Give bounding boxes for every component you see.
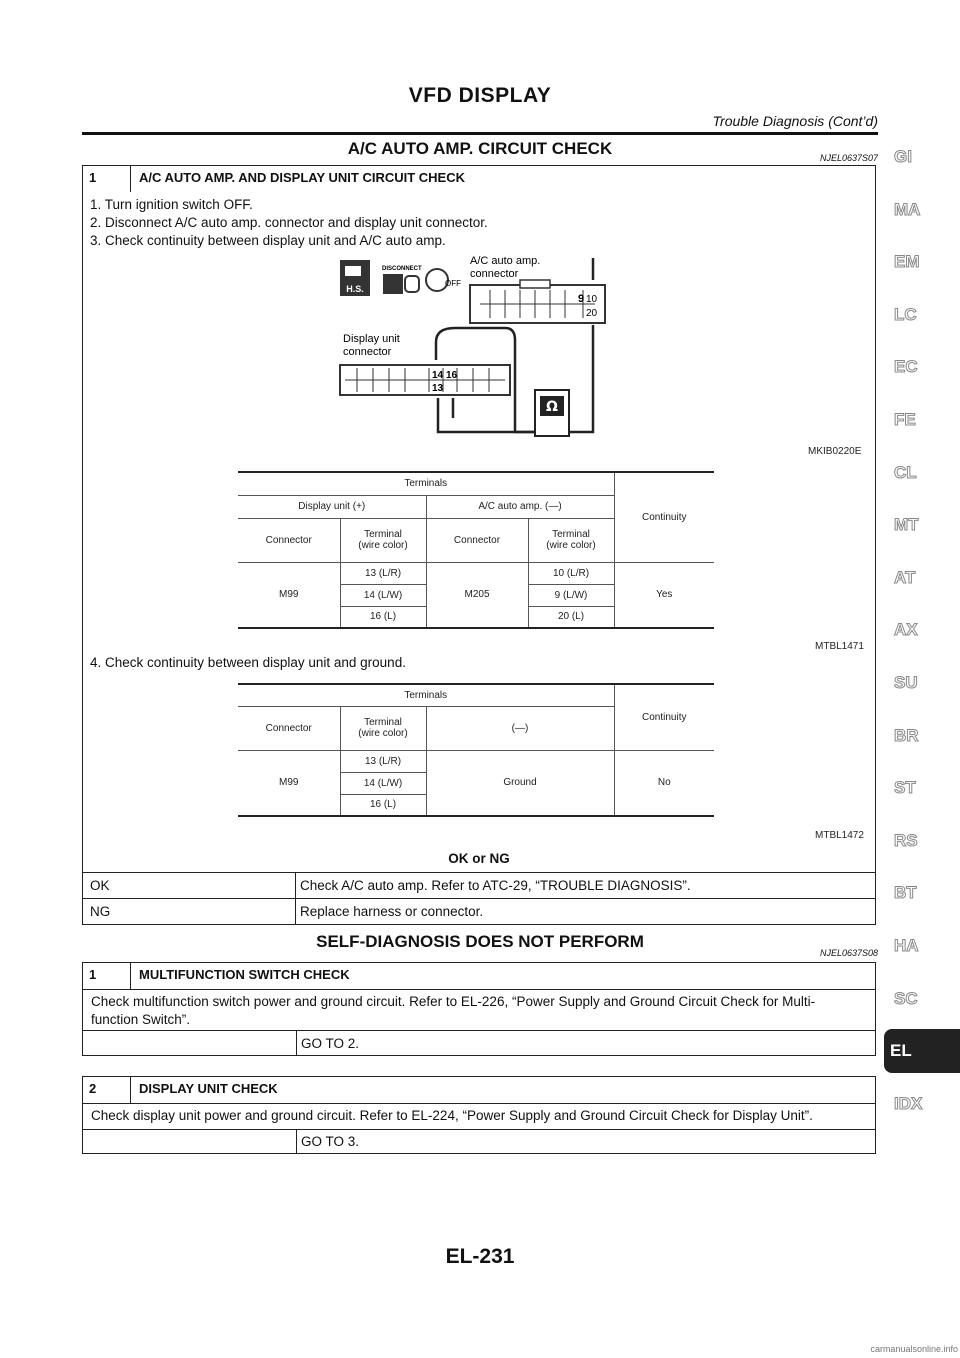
- result-key-ok: OK: [90, 878, 110, 893]
- table1-continuity: Continuity: [614, 472, 714, 562]
- step-box-multifunction: [82, 962, 876, 1056]
- page-title: VFD DISPLAY: [408, 84, 552, 107]
- ac-amp-connector: [470, 280, 605, 323]
- table1-connector-a: Connector: [238, 518, 340, 562]
- goto-text: GO TO 2.: [301, 1036, 360, 1051]
- watermark: carmanualsonline.info: [870, 1344, 958, 1354]
- section-title-ac-amp: A/C AUTO AMP. CIRCUIT CHECK: [347, 139, 613, 158]
- pin-16: 16: [446, 370, 458, 381]
- tab-ec[interactable]: EC: [894, 357, 918, 377]
- tab-bt[interactable]: BT: [894, 883, 917, 903]
- section-title-self-diag: SELF-DIAGNOSIS DOES NOT PERFORM: [316, 932, 644, 951]
- table1-terminal-a-line1: Terminal: [364, 529, 402, 540]
- table1-m99: M99: [238, 562, 340, 628]
- table2-continuity: Continuity: [614, 684, 714, 750]
- table2-cell: 13 (L/R): [340, 750, 426, 772]
- result-key-ng: NG: [90, 904, 111, 919]
- table1-ac-amp: A/C auto amp. (—): [426, 495, 614, 518]
- figure-id: MKIB0220E: [808, 446, 862, 457]
- result-divider: [295, 873, 296, 899]
- result-row-ok: [82, 872, 876, 899]
- tab-st[interactable]: ST: [894, 778, 916, 798]
- ac-connector-label-2: connector: [470, 268, 519, 280]
- result-row-ng: [82, 898, 876, 925]
- goto-divider: [296, 1031, 297, 1056]
- table2-cell: 14 (L/W): [340, 772, 426, 794]
- page-number: EL-231: [445, 1245, 515, 1268]
- instruction-2: 2. Disconnect A/C auto amp. connector and display unit connector.: [90, 215, 488, 230]
- table1-display-unit: Display unit (+): [238, 495, 426, 518]
- table1-cell: 10 (L/R): [528, 562, 614, 584]
- step-title: DISPLAY UNIT CHECK: [139, 1081, 278, 1096]
- step-body: [83, 990, 875, 1031]
- step-text: Check display unit power and ground circuit. Refer to EL-224, “Power Supply and Ground Circuit Check for Display Unit”.: [91, 1108, 813, 1123]
- tab-em[interactable]: EM: [894, 252, 920, 272]
- tab-el[interactable]: EL: [884, 1029, 960, 1073]
- instruction-1: 1. Turn ignition switch OFF.: [90, 197, 253, 212]
- step-number: 2: [83, 1077, 131, 1103]
- tab-sc[interactable]: SC: [894, 988, 918, 1008]
- table2-cell: 16 (L): [340, 794, 426, 816]
- table-row: [238, 562, 714, 584]
- step-number: 1: [83, 166, 131, 192]
- ohm-symbol: Ω: [546, 399, 558, 415]
- table2-no: No: [657, 777, 671, 789]
- tab-ax[interactable]: AX: [894, 620, 918, 640]
- tab-ma[interactable]: MA: [894, 199, 921, 219]
- table1-terminal-b-line1: Terminal: [552, 529, 590, 540]
- table1-terminal-b-line2: (wire color): [546, 540, 596, 551]
- table1-connector-b: Connector: [426, 518, 528, 562]
- continuity-table-2: [238, 683, 714, 817]
- pin-14: 14: [432, 370, 444, 381]
- display-connector-label-1: Display unit: [343, 333, 400, 345]
- connector-diagram: [335, 250, 635, 440]
- disconnect-label: DISCONNECT: [382, 266, 422, 272]
- section-code: NJEL0637S07: [819, 153, 878, 163]
- step-goto-row: [83, 1031, 875, 1056]
- result-divider: [295, 899, 296, 925]
- result-value-ok: Check A/C auto amp. Refer to ATC-29, “TROUBLE DIAGNOSIS”.: [300, 878, 691, 893]
- table1-terminal-a-line2: (wire color): [358, 540, 408, 551]
- disconnect-icon: [382, 266, 422, 294]
- table1-terminals: Terminals: [238, 472, 614, 495]
- hs-icon: [340, 260, 370, 296]
- step-goto-row: [83, 1130, 875, 1154]
- step-title: MULTIFUNCTION SWITCH CHECK: [139, 967, 350, 982]
- pin-9: 9: [578, 293, 585, 305]
- step-title: A/C AUTO AMP. AND DISPLAY UNIT CIRCUIT CHECK: [139, 170, 465, 185]
- ac-connector-label-1: A/C auto amp.: [470, 255, 541, 267]
- table1-terminal-wire-b: [528, 518, 614, 562]
- tab-rs[interactable]: RS: [894, 830, 918, 850]
- table1-terminal-wire-a: [340, 518, 426, 562]
- pin-10: 10: [586, 294, 598, 305]
- step-header: [83, 1077, 875, 1104]
- display-unit-connector: [340, 365, 510, 395]
- table1-yes: Yes: [656, 589, 673, 601]
- pin-13: 13: [432, 383, 444, 394]
- result-value-ng: Replace harness or connector.: [300, 904, 484, 919]
- ignition-key-icon: [426, 269, 461, 291]
- pin-20: 20: [586, 308, 598, 319]
- off-label: OFF: [445, 279, 461, 288]
- step-number: 1: [83, 963, 131, 989]
- table2-terminal-line2: (wire color): [358, 728, 408, 739]
- page-subtitle: Trouble Diagnosis (Cont’d): [712, 113, 878, 129]
- table2-neg: (—): [426, 706, 614, 750]
- table2-id: MTBL1472: [815, 830, 864, 841]
- tab-lc[interactable]: LC: [894, 304, 917, 324]
- hs-label: H.S.: [346, 284, 364, 294]
- ohmmeter: [535, 390, 569, 436]
- tab-su[interactable]: SU: [894, 673, 918, 692]
- table-row: [238, 750, 714, 772]
- tab-ha[interactable]: HA: [894, 936, 919, 955]
- table1-cell: 14 (L/W): [340, 584, 426, 606]
- table1-cell: 16 (L): [340, 606, 426, 628]
- tab-fe[interactable]: FE: [894, 410, 916, 429]
- section-code: NJEL0637S08: [819, 948, 878, 958]
- tab-gi[interactable]: GI: [894, 147, 912, 166]
- table2-terminal-wire: [340, 706, 426, 750]
- table1-cell: 13 (L/R): [340, 562, 426, 584]
- step-header: [83, 963, 875, 990]
- table2-m99: M99: [238, 750, 340, 816]
- step-body: [83, 1104, 875, 1130]
- table1-id: MTBL1471: [815, 641, 864, 652]
- tab-br[interactable]: BR: [894, 725, 919, 745]
- tab-mt[interactable]: MT: [894, 515, 919, 535]
- header-rule: [82, 132, 878, 135]
- step-box-display-unit: [82, 1076, 876, 1154]
- table2-ground: Ground: [426, 750, 614, 816]
- goto-divider: [296, 1130, 297, 1154]
- table2-connector: Connector: [238, 706, 340, 750]
- step-header: [83, 166, 875, 192]
- goto-text: GO TO 3.: [301, 1134, 360, 1149]
- step-text-line1: Check multifunction switch power and ground circuit. Refer to EL-226, “Power Supply and Ground Circuit Check for Multi-: [91, 994, 816, 1009]
- tab-cl[interactable]: CL: [894, 462, 917, 482]
- table2-terminals: Terminals: [238, 684, 614, 706]
- table1-cell: 20 (L): [528, 606, 614, 628]
- instruction-3: 3. Check continuity between display unit and A/C auto amp.: [90, 233, 446, 248]
- ok-or-ng: OK or NG: [448, 851, 510, 866]
- table1-m205: M205: [426, 562, 528, 628]
- continuity-table-1: [238, 471, 714, 629]
- tab-idx[interactable]: IDX: [894, 1093, 923, 1113]
- step-text-line2: function Switch”.: [91, 1012, 191, 1027]
- instruction-4: 4. Check continuity between display unit and ground.: [90, 655, 406, 670]
- table1-cell: 9 (L/W): [528, 584, 614, 606]
- table2-terminal-line1: Terminal: [364, 717, 402, 728]
- tab-at[interactable]: AT: [894, 567, 916, 587]
- display-connector-label-2: connector: [343, 346, 392, 358]
